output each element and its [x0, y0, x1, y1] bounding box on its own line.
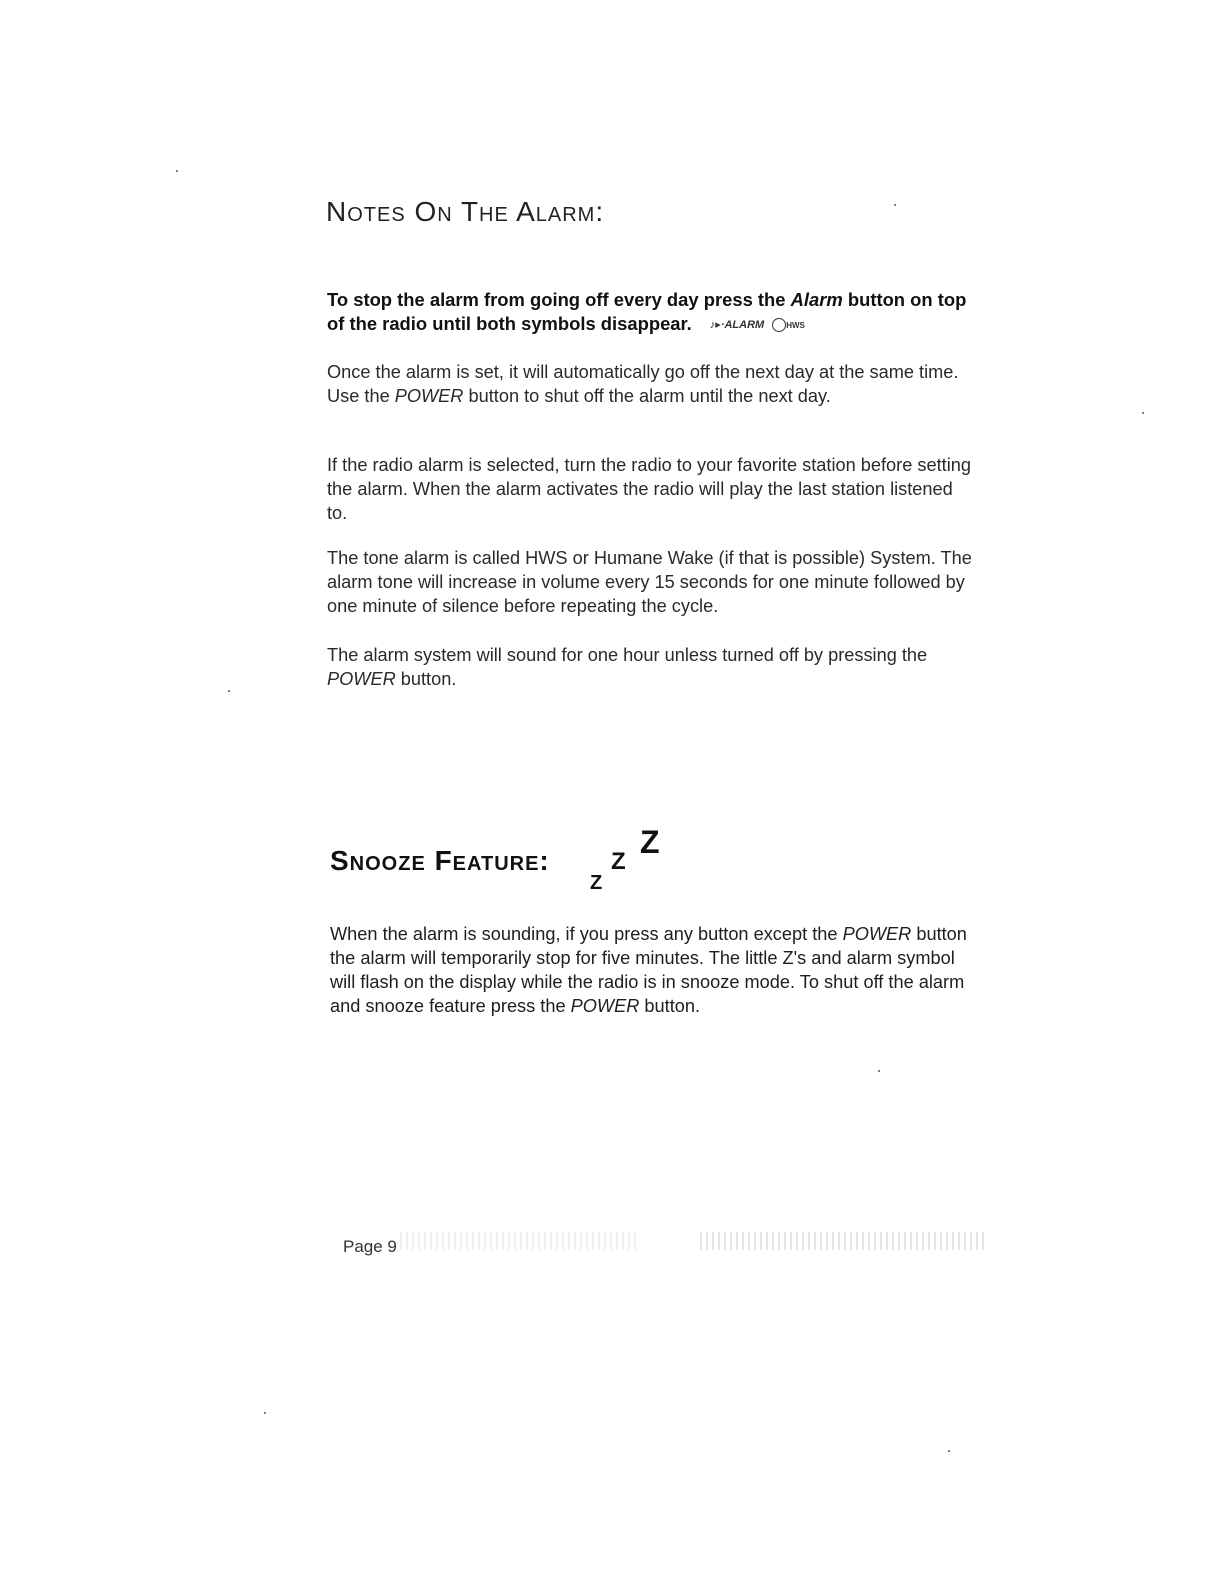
p5-post: button. — [395, 669, 457, 689]
alarm-clock-icon — [772, 318, 786, 332]
alarm-duration-paragraph — [327, 643, 977, 691]
alarm-symbols — [710, 313, 805, 338]
scan-speck — [176, 170, 178, 172]
snooze-z-large: Z — [640, 824, 660, 860]
snooze-heading: Snooze Feature: — [330, 845, 550, 876]
snooze-paragraph — [330, 922, 980, 1018]
power-button-name: POWER — [394, 386, 464, 406]
radio-alarm-icon: ♪▸· — [709, 318, 725, 331]
hws-symbol-label: HWS — [786, 320, 805, 330]
p2-post: button to shut off the alarm until the next day. — [463, 386, 831, 406]
snooze-z-medium: Z — [611, 848, 626, 875]
snooze-z-small: Z — [590, 872, 603, 894]
alarm-symbol-label: ALARM — [724, 318, 765, 331]
scan-speck — [948, 1450, 950, 1452]
p5-pre: The alarm system will sound for one hour unless turned off by pressing the — [327, 645, 928, 665]
power-button-name: POWER — [842, 924, 912, 944]
auto-repeat-paragraph — [327, 360, 977, 408]
power-button-name: POWER — [570, 996, 640, 1016]
snooze-mid: button the alarm will temporarily stop for five minutes. The little Z's and alarm symbol will flash on the display while the radio is in snooze mode. To shut off the alarm and snooze feature press the — [330, 924, 967, 1016]
scan-artifact — [700, 1232, 988, 1250]
tone-alarm-paragraph: The tone alarm is called HWS or Humane Wake (if that is possible) System. The alarm tone will increase in volume every 15 seconds for one minute followed by one minute of silence before repeating the cycle. — [327, 548, 972, 616]
stop-alarm-paragraph — [327, 288, 977, 338]
page-number: Page 9 — [343, 1237, 397, 1256]
stop-text-post: button on top of the radio until both symbols disappear. — [327, 289, 967, 334]
scan-speck — [1142, 412, 1144, 414]
stop-text-pre: To stop the alarm from going off every day press the — [327, 289, 791, 310]
power-button-name: POWER — [327, 669, 396, 689]
scan-speck — [228, 690, 230, 692]
alarm-button-name: Alarm — [790, 289, 843, 310]
radio-alarm-paragraph: If the radio alarm is selected, turn the radio to your favorite station before setting the alarm. When the alarm activates the radio will play the last station listened to. — [327, 455, 971, 523]
notes-heading: Notes On The Alarm: — [326, 196, 605, 227]
p2-pre: Once the alarm is set, it will automatically go off the next day at the same time. Use the — [327, 362, 959, 406]
scan-speck — [878, 1070, 880, 1072]
scan-artifact — [400, 1232, 640, 1250]
snooze-pre: When the alarm is sounding, if you press any button except the — [330, 924, 843, 944]
snooze-post: button. — [639, 996, 701, 1016]
scan-speck — [264, 1412, 266, 1414]
scan-speck — [894, 204, 896, 206]
